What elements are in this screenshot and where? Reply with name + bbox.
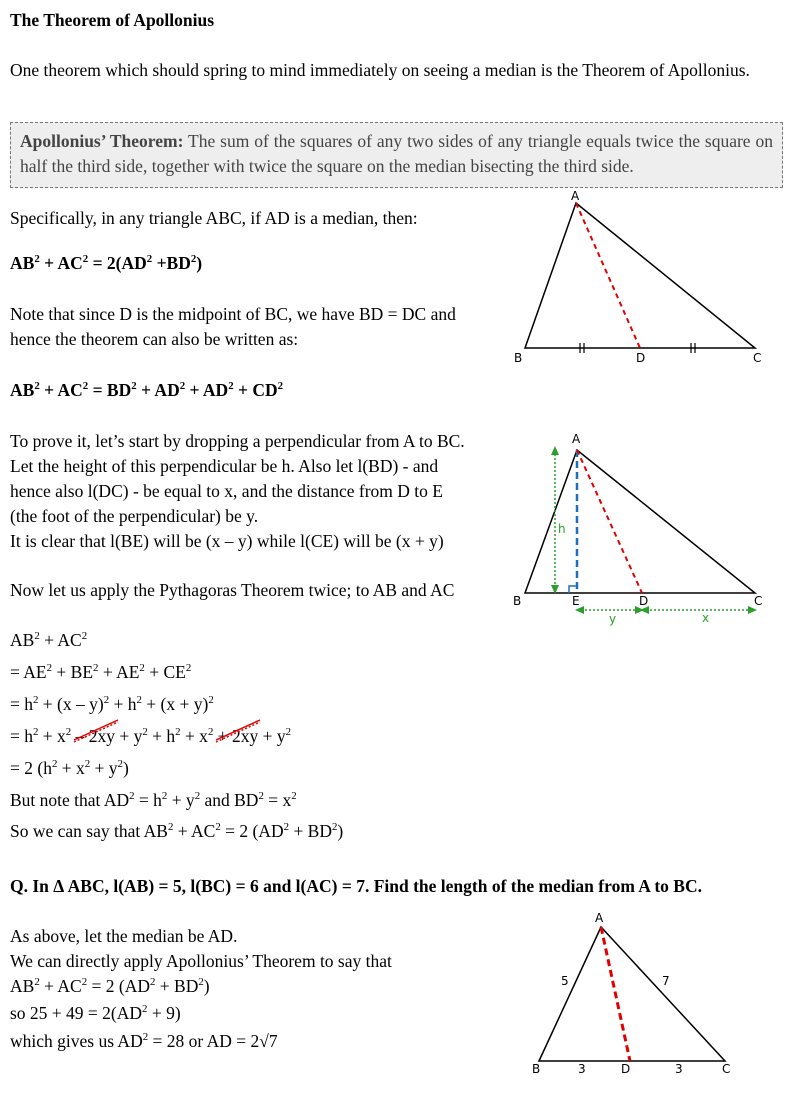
vertex-label-e: E <box>572 594 580 608</box>
proof-line: It is clear that l(BE) will be (x – y) while l(CE) will be (x + y) <box>10 531 444 551</box>
proof-line: To prove it, let’s start by dropping a perpendicular from A to BC. <box>10 431 465 451</box>
strike-mark <box>72 718 124 748</box>
triangle-abc <box>525 203 755 348</box>
formula-main: $AB^2 + AC^2 = 2(AD^2 +BD^2)$ <box>10 253 203 273</box>
question-text: Q. In Δ ABC, l(AB) = 5, l(BC) = 6 and l(AC) = 7. Find the length of the median from A to BC. <box>10 876 702 896</box>
vertex-label-a: A <box>595 911 604 925</box>
proof-line: hence also l(DC) - be equal to x, and the distance from D to E <box>10 481 443 501</box>
vertex-label-d: D <box>636 351 646 365</box>
note-line-1: Note that since D is the midpoint of BC, we have BD = DC and <box>10 304 456 324</box>
answer-line: so $25 + 49 = 2(AD^2 + 9)$ <box>10 1003 181 1023</box>
vertex-label-c: C <box>753 351 762 365</box>
theorem-box <box>10 122 783 188</box>
distance-label-x: x <box>702 611 710 625</box>
height-label-h: h <box>558 522 566 536</box>
triangle-abc <box>539 927 725 1061</box>
vertex-label-d: D <box>621 1062 631 1076</box>
derivation-line: = $h^2 + x^2 - 2xy$ + $y^2 + h^2 + x^2 + 2xy$ + $y^2$ <box>10 724 291 748</box>
theorem-label: Apollonius’ Theorem: <box>20 131 184 151</box>
side-label-ab: 5 <box>561 974 569 988</box>
answer-line: As above, let the median be AD. <box>10 926 238 946</box>
median-ad <box>577 450 642 593</box>
specifically-text: Specifically, in any triangle ABC, if AD is a median, then: <box>10 208 418 228</box>
median-ad <box>576 203 640 348</box>
note-line-2: hence the theorem can also be written as: <box>10 329 299 349</box>
strike-mark <box>214 718 266 748</box>
vertex-label-b: B <box>513 594 522 608</box>
vertex-label-a: A <box>571 189 580 203</box>
derivation-line: = 2 $(h^2 + x^2 + y^2)$ <box>10 758 129 778</box>
perpendicular-diagram <box>505 428 780 630</box>
pythagoras-line: Now let us apply the Pythagoras Theorem twice; to AB and AC <box>10 580 455 600</box>
proof-line: Let the height of this perpendicular be h. Also let l(BD) - and <box>10 456 439 476</box>
derivation-line: = $h^2 + (x - y)^2 + h^2 + (x + y)^2$ <box>10 694 214 714</box>
vertex-label-b: B <box>532 1062 541 1076</box>
vertex-label-c: C <box>722 1062 731 1076</box>
arrow-head <box>551 446 559 455</box>
triangle-median-diagram <box>505 185 780 370</box>
segment-label-dc: 3 <box>675 1062 683 1076</box>
answer-line: which gives us $AD^2 = 28$ or AD = 2√7 <box>10 1031 278 1051</box>
vertex-label-d: D <box>639 594 649 608</box>
numeric-example-diagram <box>520 907 740 1079</box>
theorem-text: The sum of the squares of any two sides of any triangle equals twice the square on half the third side, together with twice the square on the median bisecting the third side. <box>20 131 773 176</box>
vertex-label-b: B <box>514 351 523 365</box>
proof-line: (the foot of the perpendicular) be y. <box>10 506 259 526</box>
derivation-line: So we can say that $AB^2 + AC^2 = 2$ $(AD^2 + BD^2)$ <box>10 821 344 841</box>
median-ad <box>601 927 630 1061</box>
side-label-ac: 7 <box>662 974 670 988</box>
answer-line: $AB^2 + AC^2 = 2$ $(AD^2 + BD^2)$ <box>10 976 210 996</box>
derivation-line: $AB^2 + AC^2$ <box>10 630 88 650</box>
page-title: The Theorem of Apollonius <box>10 10 215 30</box>
cancelled-term: + 2xy <box>218 724 259 748</box>
segment-label-bd: 3 <box>578 1062 586 1076</box>
vertex-label-a: A <box>572 432 581 446</box>
vertex-label-c: C <box>754 594 763 608</box>
formula-expanded: $AB^2 + AC^2 = BD^2 + AD^2 + AD^2 + CD^2$ <box>10 380 284 400</box>
distance-label-y: y <box>609 612 617 626</box>
cancelled-term: – 2xy <box>76 724 115 748</box>
answer-line: We can directly apply Apollonius’ Theorem to say that <box>10 951 392 971</box>
derivation-line: = $AE^2 + BE^2 + AE^2 + CE^2$ <box>10 662 192 682</box>
intro-paragraph: One theorem which should spring to mind immediately on seeing a median is the Theorem of Apollonius. <box>10 60 750 80</box>
derivation-line: But note that $AD^2 = h^2 + y^2$ and $BD^2 = x^2$ <box>10 790 297 810</box>
